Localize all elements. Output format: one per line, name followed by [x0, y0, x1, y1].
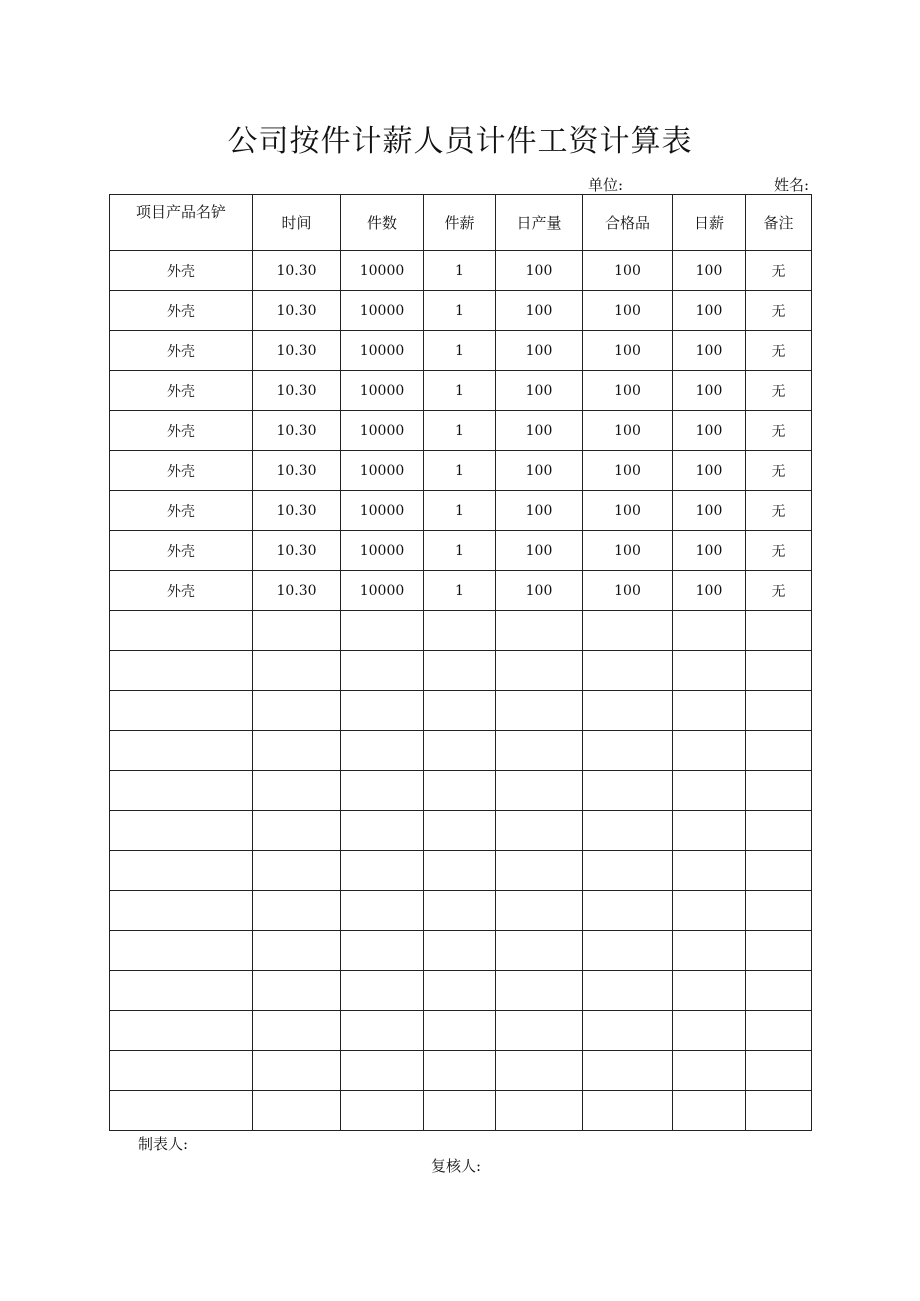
cell-piece-rate: [424, 1011, 496, 1051]
cell-piece-rate: 1: [424, 251, 496, 291]
cell-daily-wage: 100: [673, 291, 746, 331]
cell-time: 10.30: [253, 451, 341, 491]
cell-quantity: 10000: [341, 251, 424, 291]
cell-quantity: 10000: [341, 491, 424, 531]
cell-daily-output: [496, 851, 583, 891]
table-row: [110, 731, 812, 771]
cell-daily-wage: [673, 931, 746, 971]
cell-daily-wage: 100: [673, 571, 746, 611]
cell-piece-rate: [424, 731, 496, 771]
cell-qualified: [583, 1011, 673, 1051]
cell-qualified: 100: [583, 451, 673, 491]
cell-qualified: [583, 891, 673, 931]
cell-qualified: [583, 811, 673, 851]
cell-qualified: [583, 931, 673, 971]
header-qualified: 合格品: [583, 195, 673, 251]
cell-daily-wage: [673, 971, 746, 1011]
table-row: [110, 371, 812, 411]
cell-time: [253, 891, 341, 931]
cell-qualified: [583, 851, 673, 891]
cell-qualified: 100: [583, 571, 673, 611]
cell-daily-wage: 100: [673, 451, 746, 491]
cell-time: 10.30: [253, 571, 341, 611]
header-product-name: 项目产品名铲: [110, 195, 253, 251]
cell-piece-rate: [424, 771, 496, 811]
table-header-row: [110, 195, 812, 251]
cell-daily-wage: [673, 891, 746, 931]
cell-piece-rate: 1: [424, 571, 496, 611]
cell-quantity: [341, 771, 424, 811]
table-row: [110, 251, 812, 291]
table-row: [110, 1051, 812, 1091]
wage-table: [109, 194, 812, 1131]
header-piece-rate: 件薪: [424, 195, 496, 251]
cell-piece-rate: 1: [424, 531, 496, 571]
cell-piece-rate: [424, 811, 496, 851]
cell-quantity: [341, 851, 424, 891]
maker-label: 制表人:: [138, 1135, 189, 1153]
cell-remarks: 无: [746, 571, 812, 611]
cell-daily-output: 100: [496, 491, 583, 531]
cell-remarks: [746, 651, 812, 691]
cell-product-name: [110, 931, 253, 971]
cell-daily-output: [496, 891, 583, 931]
table-row: [110, 771, 812, 811]
cell-daily-wage: [673, 691, 746, 731]
cell-daily-output: [496, 971, 583, 1011]
cell-quantity: 10000: [341, 371, 424, 411]
cell-daily-output: [496, 771, 583, 811]
cell-daily-wage: 100: [673, 371, 746, 411]
name-label: 姓名:: [773, 176, 809, 194]
cell-remarks: 无: [746, 291, 812, 331]
cell-quantity: [341, 651, 424, 691]
cell-qualified: 100: [583, 531, 673, 571]
cell-piece-rate: 1: [424, 491, 496, 531]
cell-remarks: [746, 1011, 812, 1051]
cell-daily-output: 100: [496, 331, 583, 371]
cell-time: [253, 811, 341, 851]
cell-piece-rate: 1: [424, 371, 496, 411]
cell-remarks: [746, 771, 812, 811]
cell-remarks: 无: [746, 371, 812, 411]
cell-quantity: 10000: [341, 531, 424, 571]
cell-quantity: [341, 891, 424, 931]
cell-time: [253, 731, 341, 771]
cell-time: [253, 931, 341, 971]
cell-piece-rate: [424, 891, 496, 931]
cell-piece-rate: [424, 851, 496, 891]
cell-piece-rate: [424, 1091, 496, 1131]
cell-remarks: 无: [746, 411, 812, 451]
cell-daily-wage: 100: [673, 251, 746, 291]
cell-daily-wage: [673, 731, 746, 771]
cell-daily-wage: [673, 1051, 746, 1091]
cell-piece-rate: 1: [424, 451, 496, 491]
cell-daily-output: 100: [496, 251, 583, 291]
cell-time: 10.30: [253, 331, 341, 371]
cell-time: 10.30: [253, 491, 341, 531]
cell-piece-rate: 1: [424, 331, 496, 371]
cell-daily-output: 100: [496, 571, 583, 611]
table-row: [110, 451, 812, 491]
cell-daily-output: 100: [496, 411, 583, 451]
cell-piece-rate: 1: [424, 291, 496, 331]
table-row: [110, 531, 812, 571]
cell-product-name: 外壳: [110, 291, 253, 331]
cell-qualified: [583, 611, 673, 651]
cell-quantity: 10000: [341, 411, 424, 451]
cell-time: 10.30: [253, 251, 341, 291]
cell-qualified: [583, 691, 673, 731]
table-row: [110, 1091, 812, 1131]
cell-product-name: [110, 851, 253, 891]
cell-piece-rate: [424, 691, 496, 731]
cell-product-name: [110, 771, 253, 811]
cell-time: [253, 611, 341, 651]
cell-product-name: 外壳: [110, 411, 253, 451]
cell-daily-wage: 100: [673, 331, 746, 371]
cell-daily-output: [496, 1091, 583, 1131]
cell-daily-output: 100: [496, 451, 583, 491]
table-row: [110, 571, 812, 611]
cell-daily-wage: [673, 1091, 746, 1131]
cell-remarks: [746, 731, 812, 771]
cell-remarks: 无: [746, 331, 812, 371]
table-row: [110, 291, 812, 331]
cell-remarks: 无: [746, 251, 812, 291]
cell-product-name: 外壳: [110, 531, 253, 571]
cell-daily-wage: [673, 811, 746, 851]
unit-label: 单位:: [588, 176, 624, 194]
cell-qualified: [583, 1051, 673, 1091]
cell-qualified: [583, 971, 673, 1011]
cell-daily-wage: 100: [673, 531, 746, 571]
cell-qualified: [583, 1091, 673, 1131]
cell-daily-output: [496, 1011, 583, 1051]
reviewer-label: 复核人:: [431, 1157, 482, 1175]
cell-daily-output: 100: [496, 291, 583, 331]
header-daily-wage: 日薪: [673, 195, 746, 251]
table-row: [110, 611, 812, 651]
cell-time: [253, 1011, 341, 1051]
cell-daily-output: [496, 691, 583, 731]
cell-qualified: [583, 731, 673, 771]
cell-qualified: 100: [583, 371, 673, 411]
table-row: [110, 691, 812, 731]
cell-remarks: [746, 971, 812, 1011]
cell-piece-rate: [424, 931, 496, 971]
cell-quantity: [341, 1091, 424, 1131]
cell-qualified: 100: [583, 251, 673, 291]
cell-product-name: 外壳: [110, 371, 253, 411]
cell-qualified: 100: [583, 331, 673, 371]
cell-piece-rate: 1: [424, 411, 496, 451]
cell-remarks: [746, 611, 812, 651]
table-row: [110, 931, 812, 971]
cell-daily-output: 100: [496, 371, 583, 411]
cell-quantity: 10000: [341, 571, 424, 611]
cell-quantity: [341, 731, 424, 771]
cell-daily-output: [496, 1051, 583, 1091]
cell-time: [253, 691, 341, 731]
cell-product-name: [110, 1051, 253, 1091]
cell-daily-wage: [673, 1011, 746, 1051]
cell-remarks: [746, 1051, 812, 1091]
cell-time: [253, 851, 341, 891]
cell-remarks: [746, 891, 812, 931]
cell-product-name: [110, 611, 253, 651]
cell-remarks: 无: [746, 451, 812, 491]
cell-time: 10.30: [253, 411, 341, 451]
cell-daily-wage: [673, 851, 746, 891]
cell-quantity: 10000: [341, 331, 424, 371]
cell-quantity: [341, 1011, 424, 1051]
cell-product-name: 外壳: [110, 451, 253, 491]
cell-daily-output: [496, 731, 583, 771]
cell-quantity: [341, 1051, 424, 1091]
cell-remarks: [746, 1091, 812, 1131]
cell-product-name: 外壳: [110, 491, 253, 531]
table-row: [110, 891, 812, 931]
cell-product-name: 外壳: [110, 571, 253, 611]
cell-time: [253, 771, 341, 811]
header-daily-output: 日产量: [496, 195, 583, 251]
cell-product-name: [110, 891, 253, 931]
cell-qualified: [583, 771, 673, 811]
table-row: [110, 411, 812, 451]
header-remarks: 备注: [746, 195, 812, 251]
cell-daily-output: 100: [496, 531, 583, 571]
cell-product-name: [110, 1011, 253, 1051]
cell-quantity: [341, 691, 424, 731]
cell-remarks: [746, 931, 812, 971]
cell-remarks: 无: [746, 491, 812, 531]
cell-product-name: [110, 651, 253, 691]
cell-remarks: [746, 811, 812, 851]
cell-time: [253, 971, 341, 1011]
cell-product-name: 外壳: [110, 251, 253, 291]
table-row: [110, 331, 812, 371]
cell-qualified: 100: [583, 291, 673, 331]
cell-remarks: [746, 691, 812, 731]
table-row: [110, 491, 812, 531]
cell-time: [253, 651, 341, 691]
header-time: 时间: [253, 195, 341, 251]
page-title: 公司按件计薪人员计件工资计算表: [227, 124, 693, 159]
cell-quantity: [341, 931, 424, 971]
cell-product-name: [110, 731, 253, 771]
cell-product-name: [110, 691, 253, 731]
cell-time: 10.30: [253, 371, 341, 411]
cell-daily-wage: 100: [673, 491, 746, 531]
cell-product-name: [110, 971, 253, 1011]
table-row: [110, 811, 812, 851]
cell-quantity: 10000: [341, 291, 424, 331]
cell-product-name: [110, 1091, 253, 1131]
cell-daily-output: [496, 931, 583, 971]
header-quantity: 件数: [341, 195, 424, 251]
cell-quantity: [341, 611, 424, 651]
table-row: [110, 971, 812, 1011]
cell-remarks: [746, 851, 812, 891]
cell-quantity: [341, 811, 424, 851]
cell-time: [253, 1091, 341, 1131]
cell-time: [253, 1051, 341, 1091]
cell-daily-wage: [673, 771, 746, 811]
cell-daily-output: [496, 611, 583, 651]
cell-daily-wage: 100: [673, 411, 746, 451]
cell-product-name: 外壳: [110, 331, 253, 371]
cell-daily-wage: [673, 651, 746, 691]
cell-quantity: [341, 971, 424, 1011]
cell-time: 10.30: [253, 291, 341, 331]
cell-remarks: 无: [746, 531, 812, 571]
cell-qualified: [583, 651, 673, 691]
cell-piece-rate: [424, 611, 496, 651]
table-row: [110, 1011, 812, 1051]
cell-daily-output: [496, 811, 583, 851]
table-row: [110, 851, 812, 891]
table-row: [110, 651, 812, 691]
cell-piece-rate: [424, 971, 496, 1011]
cell-qualified: 100: [583, 411, 673, 451]
cell-qualified: 100: [583, 491, 673, 531]
cell-time: 10.30: [253, 531, 341, 571]
cell-product-name: [110, 811, 253, 851]
cell-daily-wage: [673, 611, 746, 651]
cell-piece-rate: [424, 1051, 496, 1091]
cell-daily-output: [496, 651, 583, 691]
cell-piece-rate: [424, 651, 496, 691]
cell-quantity: 10000: [341, 451, 424, 491]
